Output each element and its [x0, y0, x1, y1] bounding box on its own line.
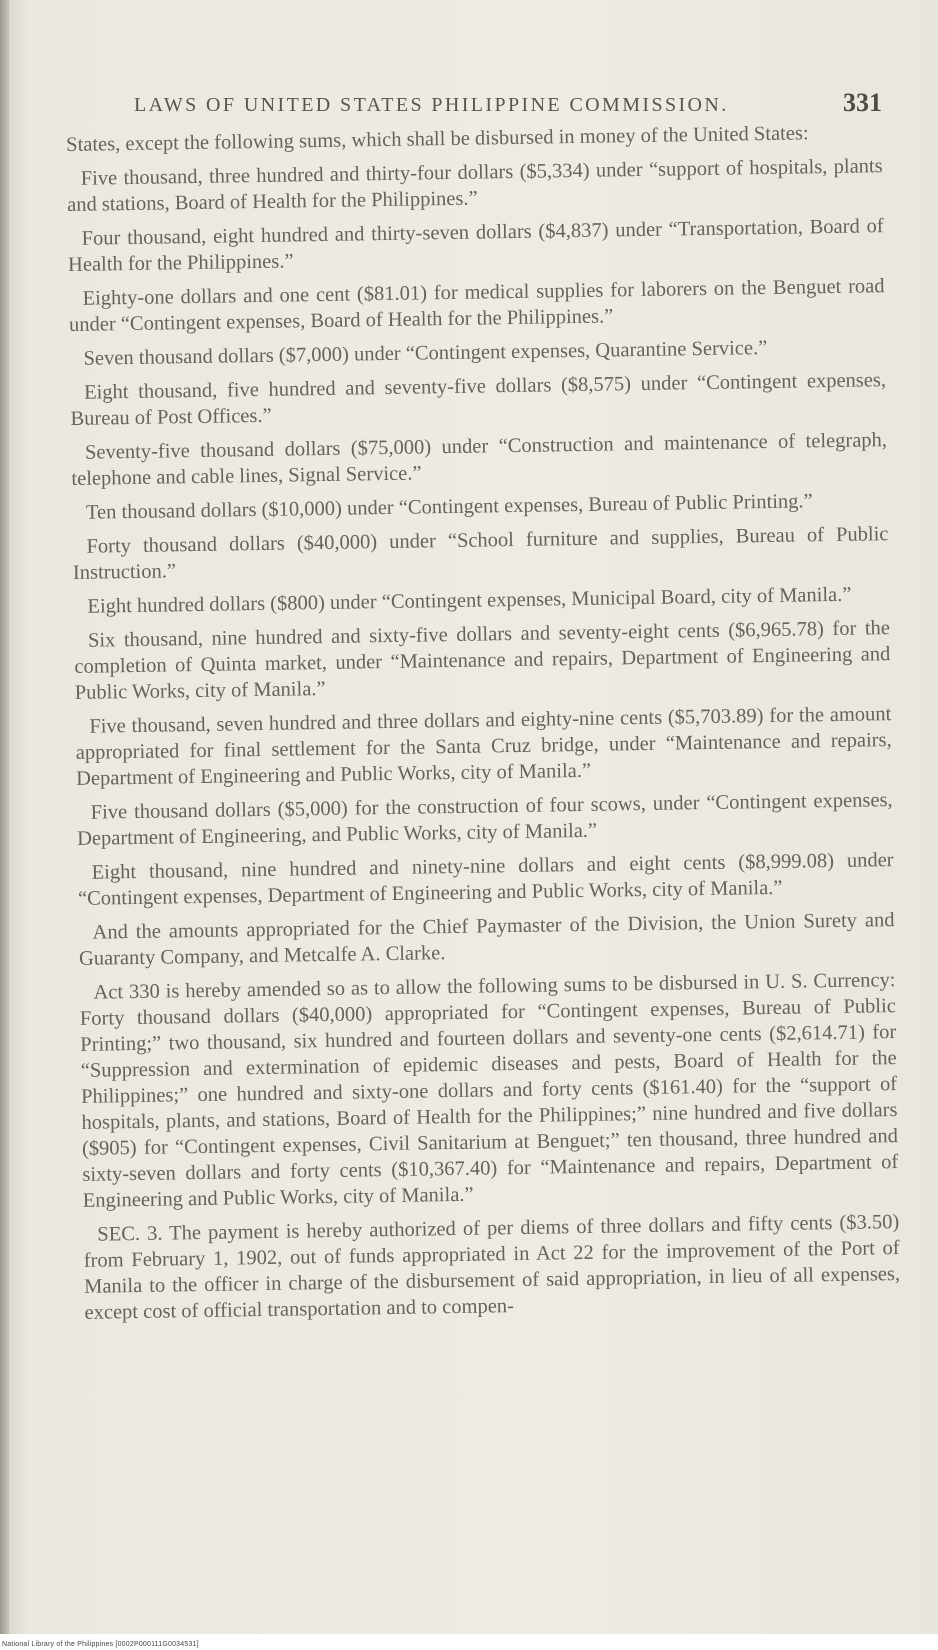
footer-text: National Library of the Philippines [0002P000111G0034531]	[2, 1641, 199, 1648]
paragraph: Five thousand, seven hundred and three dollars and eighty-nine cents ($5,703.89) for the amount appropriated for final settlement for the Santa Cruz bridge, under “Maintenance and repairs, Department of Engineering and Public Works, city of Manila.”	[75, 703, 892, 790]
paragraph: Eighty-one dollars and one cent ($81.01) for medical supplies for laborers on the Benguet road under “Contingent expenses, Board of Health for the Philippines.”	[68, 275, 885, 336]
paragraph: Seventy-five thousand dollars ($75,000) under “Construction and maintenance of telegraph, telephone and cable lines, Signal Service.”	[71, 429, 888, 490]
body-text	[66, 119, 901, 1334]
paragraph: Ten thousand dollars ($10,000) under “Contingent expenses, Bureau of Public Printing.”	[85, 490, 813, 524]
paragraph: Five thousand, three hundred and thirty-four dollars ($5,334) under “support of hospitals, plants and stations, Board of Health for the Philippines.”	[66, 155, 883, 216]
paragraph: Eight hundred dollars ($800) under “Contingent expenses, Municipal Board, city of Manila.”	[87, 583, 852, 618]
paragraph: Forty thousand dollars ($40,000) under “School furniture and supplies, Bureau of Public Instruction.”	[72, 523, 889, 584]
page-binding-edge	[0, 0, 9, 1650]
paragraph: Eight thousand, nine hundred and ninety-nine dollars and eight cents ($8,999.08) under “Contingent expenses, Department of Engineering and Public Works, city of Manila.”	[77, 849, 894, 910]
paragraph: States, except the following sums, which shall be disbursed in money of the United States:	[66, 122, 809, 156]
paragraph: Act 330 is hereby amended so as to allow the following sums to be disbursed in U. S. Currency: Forty thousand dollars ($40,000) appropriated for “Contingent expenses, Bureau of Public Printing;” two thousand, six hundred and fourteen dollars and seventy-one cents ($2,614.71) for “Suppression and extermination of epidemic diseases and pests, Board of Health for the Philippines;” one hundred and sixty-one dollars and forty cents ($161.40) for the “support of hospitals, plants, and stations, Board of Health for the Philippines;” nine hundred and five dollars ($905) for “Contingent expenses, Civil Sanitarium at Benguet;” ten thousand, three hundred and sixty-seven dollars and forty cents ($10,367.40) for “Maintenance and repairs, Department of Engineering and Public Works, city of Manila.”	[79, 969, 899, 1212]
paragraph: Eight thousand, five hundred and seventy-five dollars ($8,575) under “Contingent expenses, Bureau of Post Offices.”	[70, 369, 887, 430]
page-number: 331	[843, 88, 882, 117]
paragraph: Seven thousand dollars ($7,000) under “Contingent expenses, Quarantine Service.”	[83, 337, 768, 370]
paragraph: Six thousand, nine hundred and sixty-five dollars and seventy-eight cents ($6,965.78) for the completion of Quinta market, under “Maintenance and repairs, Department of Engineering and Public Works, city of Manila.”	[74, 617, 891, 704]
section-paragraph: SEC. 3. The payment is hereby authorized of per diems of three dollars and fifty cents ($3.50) from February 1, 1902, out of funds appropriated in Act 22 for the improvement of the Port of Manila to the officer in charge of the disbursement of said appropriation, in lieu of all expenses, except cost of official transportation and to compen-	[83, 1211, 901, 1324]
paragraph: And the amounts appropriated for the Chief Paymaster of the Division, the Union Surety and Guaranty Company, and Metcalfe A. Clarke.	[78, 909, 895, 970]
paragraph: Four thousand, eight hundred and thirty-seven dollars ($4,837) under “Transportation, Board of Health for the Philippines.”	[67, 215, 884, 276]
running-head: LAWS OF UNITED STATES PHILIPPINE COMMISSION.	[134, 94, 729, 116]
digitization-footer	[0, 1634, 938, 1650]
paragraph: Five thousand dollars ($5,000) for the construction of four scows, under “Contingent expenses, Department of Engineering, and Public Works, city of Manila.”	[76, 789, 893, 850]
